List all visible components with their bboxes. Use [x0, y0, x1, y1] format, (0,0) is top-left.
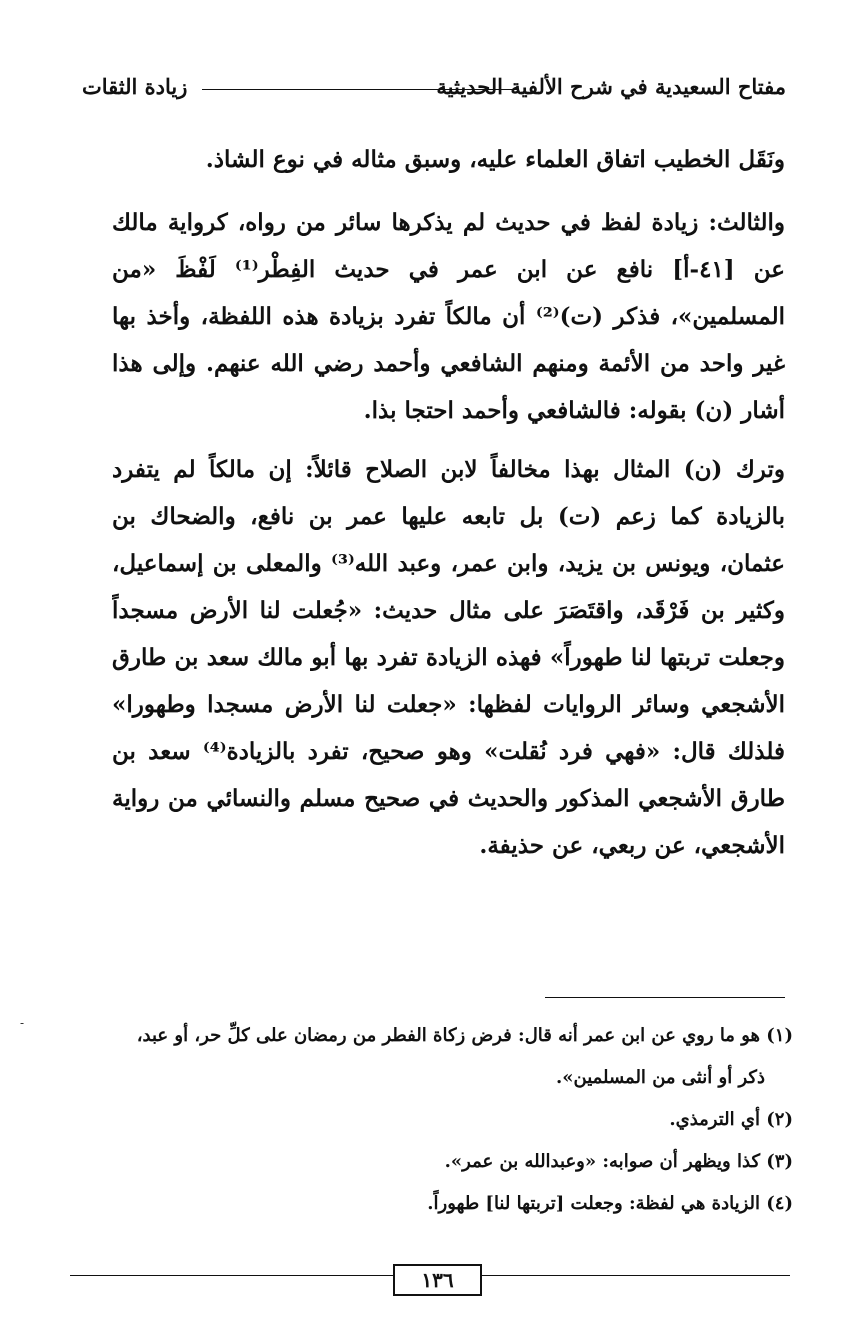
page-number: ١٣٦ — [393, 1264, 482, 1296]
paragraph-1: ونَقَل الخطيب اتفاق العلماء عليه، وسبق مثاله في نوع الشاذ. — [205, 146, 785, 173]
footnote-4: (٤) الزيادة هي لفظة: وجعلت [تربتها لنا] طهوراً. — [427, 1193, 793, 1214]
footnotes — [88, 1015, 793, 1225]
paragraph-3: وترك (ن) المثال بهذا مخالفاً لابن الصلاح قائلاً: إن مالكاً لم يتفرد بالزيادة كما زعم (ت) بل تابعه عليها عمر بن نافع، والضحاك بن عثمان، ويونس بن يزيد، وابن عمر، وعبد الله⁽³⁾ والمعلى بن إسماعيل، وكثير بن فَرْقَد، واقتَصَرَ على مثال حديث: «جُعلت لنا الأرض مسجداً وجعلت تربتها لنا طهوراً» فهذه الزيادة تفرد بها أبو مالك سعد بن طارق الأشجعي وسائر الروايات لفظها: «جعلت لنا الأرض مسجدا وطهورا» فلذلك قال: «فهي فرد نُقلت» وهو صحيح، تفرد بالزيادة⁽⁴⁾ سعد بن طارق الأشجعي المذكور والحديث في صحيح مسلم والنسائي من رواية الأشجعي، عن ربعي، عن حذيفة. — [112, 456, 785, 859]
paragraph-2: والثالث: زيادة لفظ في حديث لم يذكرها سائر من رواه، كرواية مالك عن [٤١-أ] نافع عن ابن عمر في حديث الفِطْر⁽¹⁾ لَفْظَ «من المسلمين»، فذكر (ت)⁽²⁾ أن مالكاً تفرد بزيادة هذه اللفظة، وأخذ بها غير واحد من الأئمة ومنهم الشافعي وأحمد رضي الله عنهم. وإلى هذا أشار (ن) بقوله: فالشافعي وأحمد احتجا بذا. — [112, 209, 785, 424]
margin-mark: - — [20, 1016, 25, 1030]
chapter-title: زيادة الثقات — [82, 74, 188, 99]
page-header — [82, 72, 786, 104]
footnote-1: (١) هو ما روي عن ابن عمر أنه قال: فرض زكاة الفطر من رمضان على كلِّ حر، أو عبد، — [136, 1025, 793, 1046]
book-title: مفتاح السعيدية في شرح الألفية الحديثية — [436, 74, 786, 99]
footnote-1-continued: ذكر أو أنثى من المسلمين». — [555, 1067, 765, 1088]
footnote-3: (٣) كذا ويظهر أن صوابه: «وعبدالله بن عمر». — [444, 1151, 793, 1172]
footnote-separator — [545, 997, 785, 998]
header-rule — [202, 89, 518, 90]
main-text — [112, 136, 785, 869]
footnote-2: (٢) أي الترمذي. — [669, 1109, 793, 1130]
